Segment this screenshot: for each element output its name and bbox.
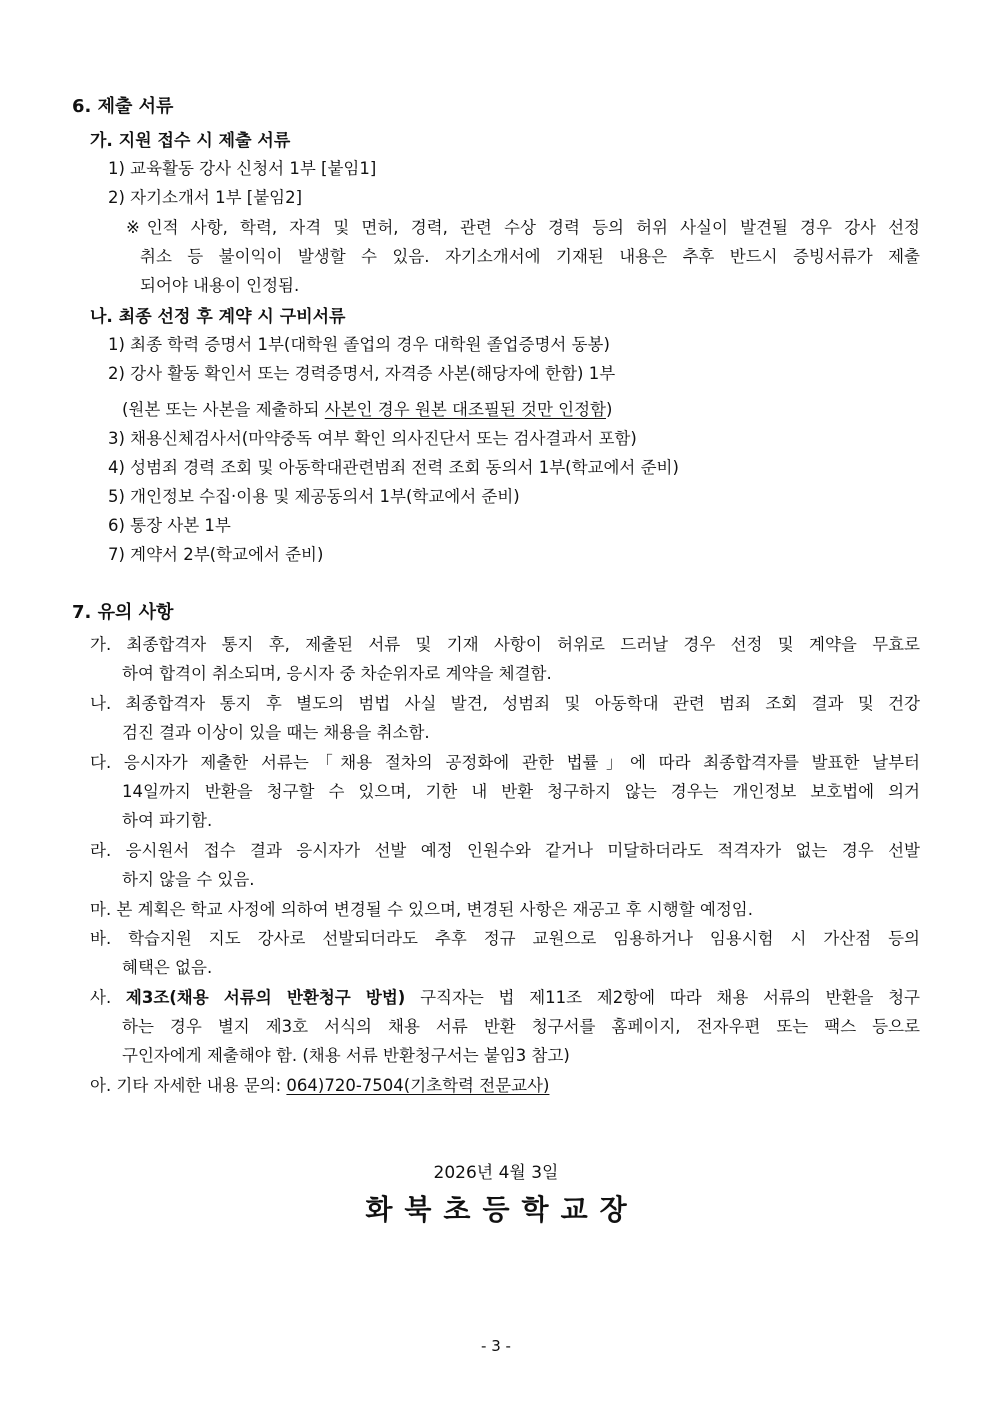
list-item: 3) 채용신체검사서(마약중독 여부 확인 의사진단서 또는 검사결과서 포함) [108,429,637,448]
notice-ra-line: 라. 응시원서 접수 결과 응시자가 선발 예정 인원수와 같거나 미달하더라도 적격자가 없는 경우 선발 [90,841,920,860]
notice-ma-line: 마. 본 계획은 학교 사정에 의하여 변경될 수 있으며, 변경된 사항은 재공고 후 시행할 예정임. [90,900,753,919]
notice-na-line: 나. 최종합격자 통지 후 별도의 범법 사실 발견, 성범죄 및 아동학대 관련 범죄 조회 결과 및 건강 [90,694,920,713]
issue-date: 2026년 4월 3일 [433,1163,559,1183]
list-item: 5) 개인정보 수집·이용 및 제공동의서 1부(학교에서 준비) [108,487,520,506]
section-7-title: 7. 유의 사항 [72,602,174,623]
notice-ba-line: 혜택은 없음. [122,958,213,977]
notice-da-line: 다. 응시자가 제출한 서류는「채용 절차의 공정화에 관한 법률」에 따라 최종합격자를 발표한 날부터 [90,753,920,772]
section-6-title: 6. 제출 서류 [72,96,174,117]
list-item: 2) 자기소개서 1부 [붙임2] [108,188,303,207]
paren-prefix: (원본 또는 사본을 제출하되 [122,400,325,419]
notice-a-prefix: 아. 기타 자세한 내용 문의: [90,1076,287,1095]
note-line: 취소 등 불이익이 발생할 수 있음. 자기소개서에 기재된 내용은 추후 반드시 증빙서류가 제출 [140,247,920,266]
notice-ra-line: 하지 않을 수 있음. [122,870,255,889]
section-6-ga-title: 가. 지원 접수 시 제출 서류 [90,131,291,151]
notice-sa-bold: 제3조(채용 서류의 반환청구 방법) [125,988,406,1007]
notice-ga-line: 하여 합격이 취소되며, 응시자 중 차순위자로 계약을 체결함. [122,664,552,683]
contact-info: 064)720-7504(기초학력 전문교사) [286,1076,550,1095]
notice-a-line [90,1072,549,1096]
list-item: 2) 강사 활동 확인서 또는 경력증명서, 자격증 사본(해당자에 한함) 1부 [108,364,616,383]
notice-da-line: 14일까지 반환을 청구할 수 있으며, 기한 내 반환 청구하지 않는 경우는 개인정보 보호법에 의거 [122,782,920,801]
list-item: 7) 계약서 2부(학교에서 준비) [108,545,324,564]
notice-na-line: 검진 결과 이상이 있을 때는 채용을 취소함. [122,723,430,742]
notice-da-line: 하여 파기함. [122,811,213,830]
notice-ga-line: 가. 최종합격자 통지 후, 제출된 서류 및 기재 사항이 허위로 드러날 경우 선정 및 계약을 무효로 [90,635,920,654]
paren-suffix: ) [606,400,613,419]
section-6-na-title: 나. 최종 선정 후 계약 시 구비서류 [90,307,346,327]
notice-sa-prefix: 사. [90,988,126,1007]
notice-sa-line: 구인자에게 제출해야 함. (채용 서류 반환청구서는 붙임3 참고) [122,1046,570,1065]
note-line: ※인적 사항, 학력, 자격 및 면허, 경력, 관련 수상 경력 등의 허위 사실이 발견될 경우 강사 선정 [126,218,920,237]
paren-note [122,396,612,420]
notice-ba-line: 바. 학습지원 지도 강사로 선발되더라도 추후 정규 교원으로 임용하거나 임용시험 시 가산점 등의 [90,929,920,948]
list-item: 1) 최종 학력 증명서 1부(대학원 졸업의 경우 대학원 졸업증명서 동봉) [108,335,610,354]
list-item: 1) 교육활동 강사 신청서 1부 [붙임1] [108,159,377,178]
page-number: - 3 - [481,1337,511,1355]
underlined-note: 사본인 경우 원본 대조필된 것만 인정함 [324,400,606,419]
list-item: 4) 성범죄 경력 조회 및 아동학대관련범죄 전력 조회 동의서 1부(학교에서 준비) [108,458,679,477]
notice-sa-line: 하는 경우 별지 제3호 서식의 채용 서류 반환 청구서를 홈페이지, 전자우편 또는 팩스 등으로 [122,1017,920,1036]
list-item: 6) 통장 사본 1부 [108,516,231,535]
note-line: 되어야 내용이 인정됨. [140,276,300,295]
notice-sa-rest: 구직자는 법 제11조 제2항에 따라 채용 서류의 반환을 청구 [405,988,920,1007]
principal-signature: 화북초등학교장 [365,1193,639,1226]
notice-sa-line [90,984,920,1008]
